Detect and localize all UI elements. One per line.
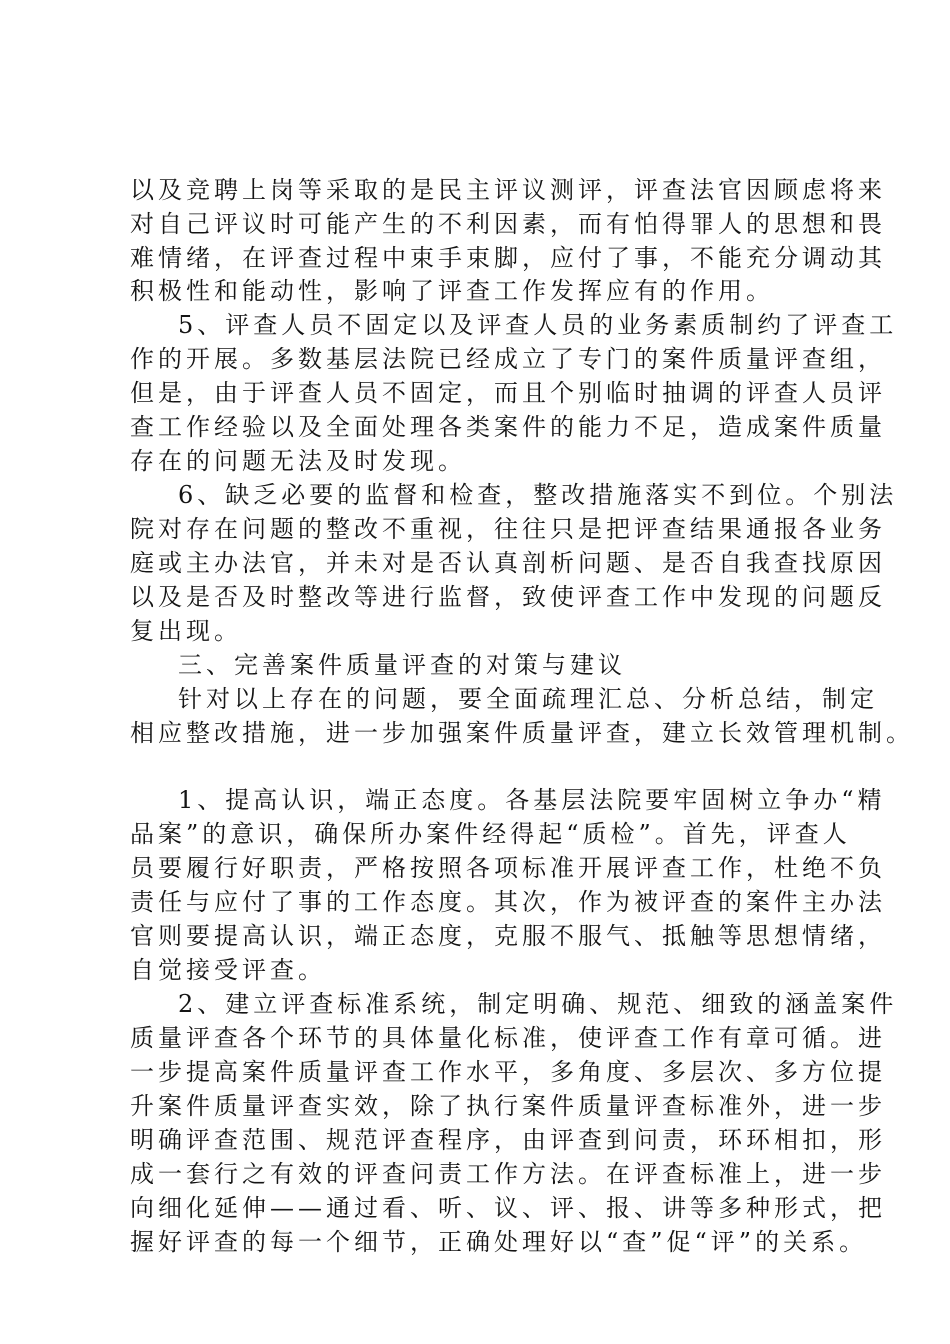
paragraph-line: 握好评查的每一个细节，正确处理好以“查”促“评”的关系。: [130, 1228, 868, 1256]
paragraph-line: 查工作经验以及全面处理各类案件的能力不足，造成案件质量: [130, 413, 886, 441]
paragraph-line: 相应整改措施，进一步加强案件质量评查，建立长效管理机制。: [130, 719, 914, 747]
paragraph-line: 存在的问题无法及时发现。: [130, 447, 466, 475]
paragraph-line: 1、提高认识，端正态度。各基层法院要牢固树立争办“精: [178, 786, 886, 814]
paragraph-line: 庭或主办法官，并未对是否认真剖析问题、是否自我查找原因: [130, 549, 886, 577]
paragraph-line: 向细化延伸——通过看、听、议、评、报、讲等多种形式，把: [130, 1194, 886, 1222]
paragraph-line: 一步提高案件质量评查工作水平，多角度、多层次、多方位提: [130, 1058, 886, 1086]
paragraph-line: 难情绪，在评查过程中束手束脚，应付了事，不能充分调动其: [130, 244, 886, 272]
paragraph-line: 以及竞聘上岗等采取的是民主评议测评，评查法官因顾虑将来: [130, 176, 886, 204]
paragraph-line: 复出现。: [130, 617, 242, 645]
paragraph-line: 对自己评议时可能产生的不利因素，而有怕得罪人的思想和畏: [130, 210, 886, 238]
paragraph-line: 成一套行之有效的评查问责工作方法。在评查标准上，进一步: [130, 1160, 886, 1188]
paragraph-line: 2、建立评查标准系统，制定明确、规范、细致的涵盖案件: [178, 990, 898, 1018]
paragraph-line: 6、缺乏必要的监督和检查，整改措施落实不到位。个别法: [178, 481, 898, 509]
paragraph-line: 针对以上存在的问题，要全面疏理汇总、分析总结，制定: [178, 685, 878, 713]
paragraph-line: 明确评查范围、规范评查程序，由评查到问责，环环相扣，形: [130, 1126, 886, 1154]
paragraph-line: 以及是否及时整改等进行监督，致使评查工作中发现的问题反: [130, 583, 886, 611]
paragraph-line: 品案”的意识，确保所办案件经得起“质检”。首先，评查人: [130, 820, 851, 848]
paragraph-line: 质量评查各个环节的具体量化标准，使评查工作有章可循。进: [130, 1024, 886, 1052]
paragraph-line: 作的开展。多数基层法院已经成立了专门的案件质量评查组，: [130, 345, 886, 373]
section-heading: 三、完善案件质量评查的对策与建议: [178, 651, 626, 679]
paragraph-line: 但是，由于评查人员不固定，而且个别临时抽调的评查人员评: [130, 379, 886, 407]
paragraph-line: 责任与应付了事的工作态度。其次，作为被评查的案件主办法: [130, 888, 886, 916]
paragraph-line: 官则要提高认识，端正态度，克服不服气、抵触等思想情绪，: [130, 922, 886, 950]
paragraph-line: 5、评查人员不固定以及评查人员的业务素质制约了评查工: [178, 311, 898, 339]
paragraph-line: 升案件质量评查实效，除了执行案件质量评查标准外，进一步: [130, 1092, 886, 1120]
paragraph-line: 自觉接受评查。: [130, 956, 326, 984]
paragraph-line: 积极性和能动性，影响了评查工作发挥应有的作用。: [130, 277, 774, 305]
paragraph-line: 院对存在问题的整改不重视，往往只是把评查结果通报各业务: [130, 515, 886, 543]
paragraph-line: 员要履行好职责，严格按照各项标准开展评查工作，杜绝不负: [130, 854, 886, 882]
